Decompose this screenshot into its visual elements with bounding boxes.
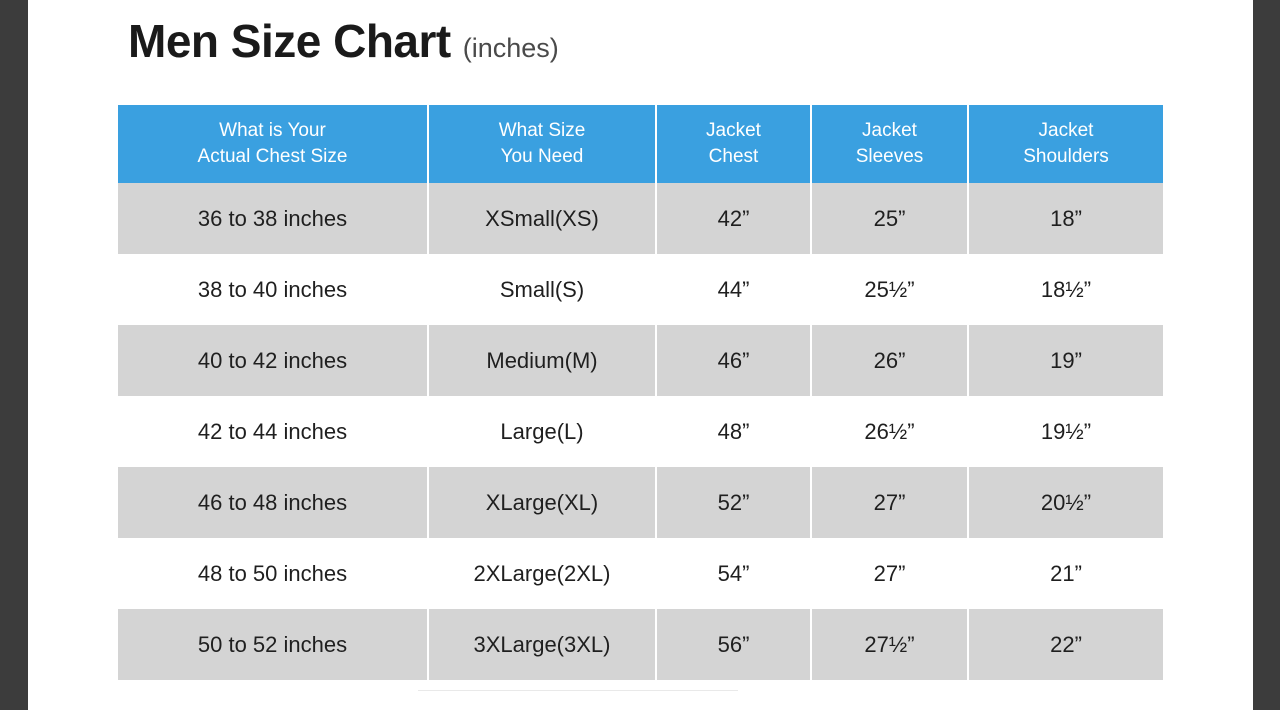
cell-chest-size: 36 to 38 inches xyxy=(118,183,428,254)
cell-jacket-sleeves: 25½” xyxy=(811,254,968,325)
page-title-units: (inches) xyxy=(462,33,559,63)
column-header-size-needed xyxy=(428,105,656,183)
table-row xyxy=(118,396,1163,467)
column-header-size-needed-line1: What Size xyxy=(498,120,586,141)
cell-jacket-sleeves: 27” xyxy=(811,467,968,538)
cell-jacket-chest: 46” xyxy=(656,325,811,396)
cell-jacket-sleeves: 25” xyxy=(811,183,968,254)
left-frame-band xyxy=(0,0,28,710)
page-title-main: Men Size Chart xyxy=(128,15,451,67)
cell-jacket-chest: 56” xyxy=(656,609,811,680)
size-chart-table xyxy=(118,105,1163,680)
cell-size-needed: XLarge(XL) xyxy=(428,467,656,538)
table-row xyxy=(118,467,1163,538)
table-row xyxy=(118,609,1163,680)
column-header-jacket-chest-line1: Jacket xyxy=(706,120,761,141)
cell-size-needed: Medium(M) xyxy=(428,325,656,396)
cell-jacket-sleeves: 27½” xyxy=(811,609,968,680)
cell-jacket-shoulders: 19” xyxy=(968,325,1163,396)
column-header-jacket-chest xyxy=(656,105,811,183)
column-header-jacket-sleeves-line1: Jacket xyxy=(862,120,917,141)
cell-jacket-sleeves: 26” xyxy=(811,325,968,396)
page-title xyxy=(128,15,559,67)
cell-jacket-shoulders: 19½” xyxy=(968,396,1163,467)
cell-size-needed: Large(L) xyxy=(428,396,656,467)
column-header-chest-size xyxy=(118,105,428,183)
table-header-row xyxy=(118,105,1163,183)
cell-jacket-chest: 44” xyxy=(656,254,811,325)
cell-jacket-chest: 52” xyxy=(656,467,811,538)
cell-chest-size: 48 to 50 inches xyxy=(118,538,428,609)
cell-size-needed: Small(S) xyxy=(428,254,656,325)
cell-jacket-shoulders: 22” xyxy=(968,609,1163,680)
column-header-jacket-shoulders xyxy=(968,105,1163,183)
cell-jacket-chest: 42” xyxy=(656,183,811,254)
slide-canvas xyxy=(28,0,1253,710)
column-header-chest-size-line2: Actual Chest Size xyxy=(197,145,348,167)
cell-chest-size: 38 to 40 inches xyxy=(118,254,428,325)
column-header-jacket-shoulders-line1: Jacket xyxy=(1038,120,1094,141)
cell-jacket-chest: 48” xyxy=(656,396,811,467)
table-row xyxy=(118,254,1163,325)
cell-size-needed: XSmall(XS) xyxy=(428,183,656,254)
cell-jacket-sleeves: 26½” xyxy=(811,396,968,467)
cell-size-needed: 3XLarge(3XL) xyxy=(428,609,656,680)
cell-jacket-shoulders: 18” xyxy=(968,183,1163,254)
column-header-size-needed-line2: You Need xyxy=(500,145,584,167)
cell-jacket-shoulders: 20½” xyxy=(968,467,1163,538)
column-header-jacket-sleeves xyxy=(811,105,968,183)
cell-chest-size: 50 to 52 inches xyxy=(118,609,428,680)
column-header-jacket-shoulders-line2: Shoulders xyxy=(1023,145,1109,167)
right-frame-band xyxy=(1253,0,1280,710)
cell-jacket-chest: 54” xyxy=(656,538,811,609)
table-header xyxy=(118,105,1163,183)
cell-jacket-shoulders: 21” xyxy=(968,538,1163,609)
column-header-chest-size-line1: What is Your xyxy=(219,120,326,141)
column-header-jacket-chest-line2: Chest xyxy=(708,145,759,167)
table-body xyxy=(118,183,1163,680)
cell-size-needed: 2XLarge(2XL) xyxy=(428,538,656,609)
cell-jacket-shoulders: 18½” xyxy=(968,254,1163,325)
table-row xyxy=(118,325,1163,396)
table-row xyxy=(118,538,1163,609)
cell-chest-size: 46 to 48 inches xyxy=(118,467,428,538)
cell-jacket-sleeves: 27” xyxy=(811,538,968,609)
cell-chest-size: 40 to 42 inches xyxy=(118,325,428,396)
table-row xyxy=(118,183,1163,254)
divider xyxy=(418,690,738,691)
cell-chest-size: 42 to 44 inches xyxy=(118,396,428,467)
column-header-jacket-sleeves-line2: Sleeves xyxy=(855,145,924,167)
